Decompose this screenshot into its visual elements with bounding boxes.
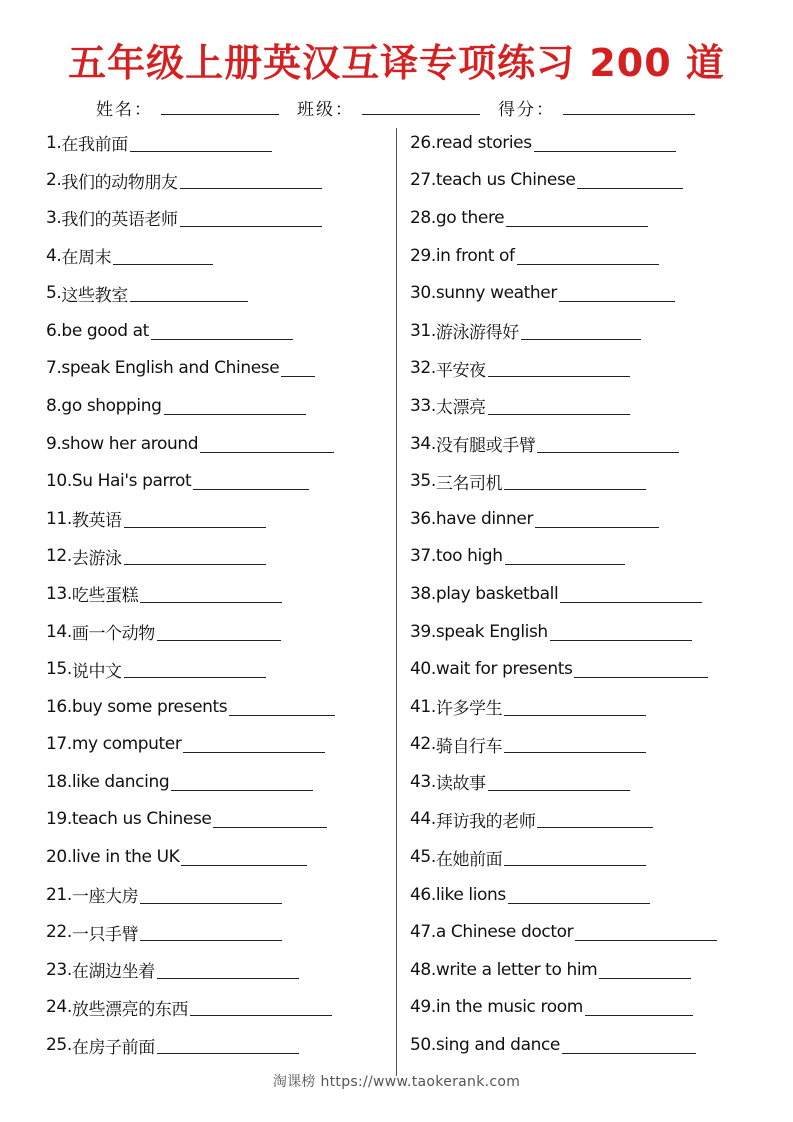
answer-blank[interactable] — [504, 864, 646, 866]
question-item — [410, 274, 717, 312]
question-item — [410, 237, 717, 275]
answer-blank[interactable] — [200, 451, 334, 453]
question-text: in the music room — [435, 997, 583, 1018]
question-number: 33. — [410, 395, 436, 416]
answer-blank[interactable] — [550, 639, 692, 641]
question-number: 47. — [410, 922, 436, 943]
score-label: 得分： — [498, 100, 555, 120]
question-text: speak English and Chinese — [61, 358, 280, 379]
question-text: like dancing — [71, 771, 170, 792]
question-number: 1. — [46, 132, 62, 153]
question-item — [46, 1026, 335, 1064]
question-number: 31. — [410, 320, 436, 341]
answer-blank[interactable] — [537, 826, 653, 828]
answer-blank[interactable] — [229, 714, 335, 716]
question-text: live in the UK — [71, 847, 180, 868]
question-text: sunny weather — [435, 283, 557, 304]
question-item — [46, 951, 335, 989]
answer-blank[interactable] — [488, 789, 630, 791]
answer-blank[interactable] — [130, 300, 248, 302]
answer-blank[interactable] — [193, 488, 309, 490]
question-item — [410, 763, 717, 801]
answer-blank[interactable] — [504, 714, 646, 716]
question-item — [46, 650, 335, 688]
question-text: 在周末 — [61, 248, 112, 269]
answer-blank[interactable] — [140, 939, 282, 941]
question-number: 42. — [410, 734, 436, 755]
question-number: 34. — [410, 433, 436, 454]
question-text: a Chinese doctor — [435, 922, 574, 943]
question-number: 26. — [410, 132, 436, 153]
question-text: go there — [435, 207, 505, 228]
question-item — [46, 688, 335, 726]
question-text: buy some presents — [71, 696, 228, 717]
answer-blank[interactable] — [575, 939, 717, 941]
question-text: my computer — [71, 734, 182, 755]
question-item — [46, 162, 335, 200]
question-text: 拜访我的老师 — [435, 811, 536, 832]
answer-blank[interactable] — [180, 225, 322, 227]
question-item — [46, 500, 335, 538]
answer-blank[interactable] — [574, 676, 708, 678]
question-text: 在她前面 — [435, 849, 503, 870]
question-item — [410, 350, 717, 388]
question-text: 画一个动物 — [71, 624, 155, 645]
score-field — [498, 95, 695, 120]
answer-blank[interactable] — [562, 1052, 696, 1054]
question-item — [410, 538, 717, 576]
answer-blank[interactable] — [504, 488, 646, 490]
question-text: 去游泳 — [71, 548, 122, 569]
question-item — [46, 199, 335, 237]
question-number: 6. — [46, 320, 62, 341]
question-item — [410, 575, 717, 613]
answer-blank[interactable] — [124, 676, 266, 678]
question-number: 16. — [46, 696, 72, 717]
name-field — [96, 95, 279, 120]
question-item — [46, 312, 335, 350]
answer-blank[interactable] — [190, 1014, 332, 1016]
answer-blank[interactable] — [124, 563, 266, 565]
question-item — [410, 500, 717, 538]
answer-blank[interactable] — [508, 902, 650, 904]
question-item — [410, 951, 717, 989]
question-number: 43. — [410, 771, 436, 792]
right-question-list — [410, 124, 717, 1064]
question-text: 在湖边坐着 — [71, 962, 155, 983]
question-number: 20. — [46, 847, 72, 868]
question-number: 23. — [46, 959, 72, 980]
question-item — [46, 124, 335, 162]
question-item — [46, 462, 335, 500]
question-number: 11. — [46, 508, 72, 529]
question-text: 教英语 — [71, 511, 122, 532]
question-text: sing and dance — [435, 1035, 560, 1056]
question-text: teach us Chinese — [435, 170, 576, 191]
question-text: teach us Chinese — [71, 809, 212, 830]
question-number: 9. — [46, 433, 62, 454]
question-text: 游泳游得好 — [435, 323, 519, 344]
question-number: 46. — [410, 884, 436, 905]
question-text: have dinner — [435, 508, 534, 529]
answer-blank[interactable] — [599, 977, 691, 979]
question-number: 5. — [46, 283, 62, 304]
question-number: 24. — [46, 997, 72, 1018]
left-question-list — [46, 124, 335, 1064]
question-text: too high — [435, 546, 503, 567]
question-number: 10. — [46, 471, 72, 492]
question-item — [410, 199, 717, 237]
question-number: 40. — [410, 659, 436, 680]
question-number: 44. — [410, 809, 436, 830]
footer-watermark: 淘课榜 https://www.taokerank.com — [272, 1074, 521, 1090]
answer-blank[interactable] — [213, 826, 327, 828]
answer-blank[interactable] — [534, 150, 676, 152]
question-text: 我们的动物朋友 — [61, 172, 178, 193]
answer-blank[interactable] — [140, 601, 282, 603]
question-text: in front of — [435, 245, 515, 266]
question-text: wait for presents — [435, 659, 573, 680]
answer-blank[interactable] — [505, 563, 625, 565]
question-text: 一只手臂 — [71, 924, 139, 945]
question-text: 太漂亮 — [435, 398, 486, 419]
question-text: 在我前面 — [61, 135, 128, 156]
question-text: speak English — [435, 621, 548, 642]
answer-blank[interactable] — [157, 639, 281, 641]
question-item — [46, 387, 335, 425]
question-item — [410, 650, 717, 688]
student-info-row — [96, 92, 736, 120]
question-text: show her around — [61, 433, 199, 454]
question-item — [410, 425, 717, 463]
question-text: 这些教室 — [61, 285, 128, 306]
question-number: 2. — [46, 170, 62, 191]
question-text: 读故事 — [435, 774, 486, 795]
page-title: 五年级上册英汉互译专项练习 200 道 — [68, 41, 725, 85]
answer-blank[interactable] — [517, 263, 659, 265]
question-item — [410, 162, 717, 200]
answer-blank[interactable] — [164, 413, 306, 415]
answer-blank[interactable] — [535, 526, 659, 528]
question-item — [46, 801, 335, 839]
answer-blank[interactable] — [151, 338, 293, 340]
question-number: 50. — [410, 1035, 436, 1056]
question-text: 说中文 — [71, 661, 122, 682]
question-item — [46, 913, 335, 951]
question-item — [410, 124, 717, 162]
question-text: 平安夜 — [435, 360, 486, 381]
question-number: 30. — [410, 283, 436, 304]
question-number: 19. — [46, 809, 72, 830]
question-text: like lions — [435, 884, 506, 905]
question-number: 3. — [46, 207, 62, 228]
question-item — [410, 613, 717, 651]
answer-blank[interactable] — [537, 451, 679, 453]
answer-blank[interactable] — [504, 751, 646, 753]
question-item — [410, 838, 717, 876]
question-item — [410, 462, 717, 500]
question-item — [46, 237, 335, 275]
question-item — [46, 575, 335, 613]
question-text: 吃些蛋糕 — [71, 586, 139, 607]
answer-blank[interactable] — [559, 300, 675, 302]
question-number: 27. — [410, 170, 436, 191]
question-number: 49. — [410, 997, 436, 1018]
question-number: 41. — [410, 696, 436, 717]
class-field — [297, 95, 480, 120]
question-number: 21. — [46, 884, 72, 905]
answer-blank[interactable] — [183, 751, 325, 753]
question-item — [46, 613, 335, 651]
question-text: 我们的英语老师 — [61, 210, 178, 231]
column-divider — [396, 128, 397, 1076]
question-number: 18. — [46, 771, 72, 792]
question-number: 25. — [46, 1035, 72, 1056]
question-number: 22. — [46, 922, 72, 943]
question-item — [46, 838, 335, 876]
question-item — [410, 913, 717, 951]
question-item — [410, 726, 717, 764]
question-number: 13. — [46, 583, 72, 604]
answer-blank[interactable] — [171, 789, 313, 791]
question-number: 36. — [410, 508, 436, 529]
answer-blank[interactable] — [506, 225, 648, 227]
question-item — [46, 876, 335, 914]
question-item — [410, 688, 717, 726]
question-item — [410, 989, 717, 1027]
question-item — [46, 989, 335, 1027]
question-number: 45. — [410, 847, 436, 868]
question-item — [46, 538, 335, 576]
question-item — [410, 801, 717, 839]
answer-blank[interactable] — [488, 413, 630, 415]
question-number: 12. — [46, 546, 72, 567]
question-text: 三名司机 — [435, 473, 503, 494]
question-item — [410, 312, 717, 350]
class-blank[interactable] — [362, 113, 480, 115]
question-text: read stories — [435, 132, 532, 153]
answer-blank[interactable] — [521, 338, 641, 340]
answer-blank[interactable] — [124, 526, 266, 528]
answer-blank[interactable] — [130, 150, 272, 152]
answer-blank[interactable] — [140, 902, 282, 904]
answer-blank[interactable] — [585, 1014, 693, 1016]
question-item — [46, 425, 335, 463]
question-text: 在房子前面 — [71, 1037, 155, 1058]
question-item — [46, 763, 335, 801]
question-text: 许多学生 — [435, 699, 503, 720]
question-number: 15. — [46, 659, 72, 680]
question-item — [46, 350, 335, 388]
question-item — [410, 387, 717, 425]
answer-blank[interactable] — [157, 1052, 299, 1054]
question-number: 35. — [410, 471, 436, 492]
question-text: 一座大房 — [71, 887, 139, 908]
question-number: 7. — [46, 358, 62, 379]
answer-blank[interactable] — [181, 864, 307, 866]
answer-blank[interactable] — [281, 375, 315, 377]
question-item — [46, 274, 335, 312]
question-number: 29. — [410, 245, 436, 266]
question-text: 骑自行车 — [435, 736, 503, 757]
question-text: Su Hai's parrot — [71, 471, 192, 492]
question-item — [410, 876, 717, 914]
question-number: 48. — [410, 959, 436, 980]
answer-blank[interactable] — [560, 601, 702, 603]
question-number: 17. — [46, 734, 72, 755]
class-label: 班级： — [297, 100, 354, 120]
question-text: be good at — [61, 320, 149, 341]
question-text: 放些漂亮的东西 — [71, 999, 189, 1020]
question-number: 8. — [46, 395, 62, 416]
answer-blank[interactable] — [157, 977, 299, 979]
question-number: 28. — [410, 207, 436, 228]
name-label: 姓名： — [96, 100, 153, 120]
question-text: go shopping — [61, 395, 162, 416]
score-blank[interactable] — [563, 113, 695, 115]
question-number: 37. — [410, 546, 436, 567]
answer-blank[interactable] — [577, 187, 683, 189]
answer-blank[interactable] — [180, 187, 322, 189]
answer-blank[interactable] — [113, 263, 213, 265]
question-text: play basketball — [435, 583, 559, 604]
question-number: 14. — [46, 621, 72, 642]
question-text: 没有腿或手臂 — [435, 436, 536, 457]
question-item — [46, 726, 335, 764]
question-number: 4. — [46, 245, 62, 266]
question-number: 38. — [410, 583, 436, 604]
answer-blank[interactable] — [488, 375, 630, 377]
name-blank[interactable] — [161, 113, 279, 115]
question-text: write a letter to him — [435, 959, 598, 980]
question-item — [410, 1026, 717, 1064]
question-number: 39. — [410, 621, 436, 642]
question-number: 32. — [410, 358, 436, 379]
